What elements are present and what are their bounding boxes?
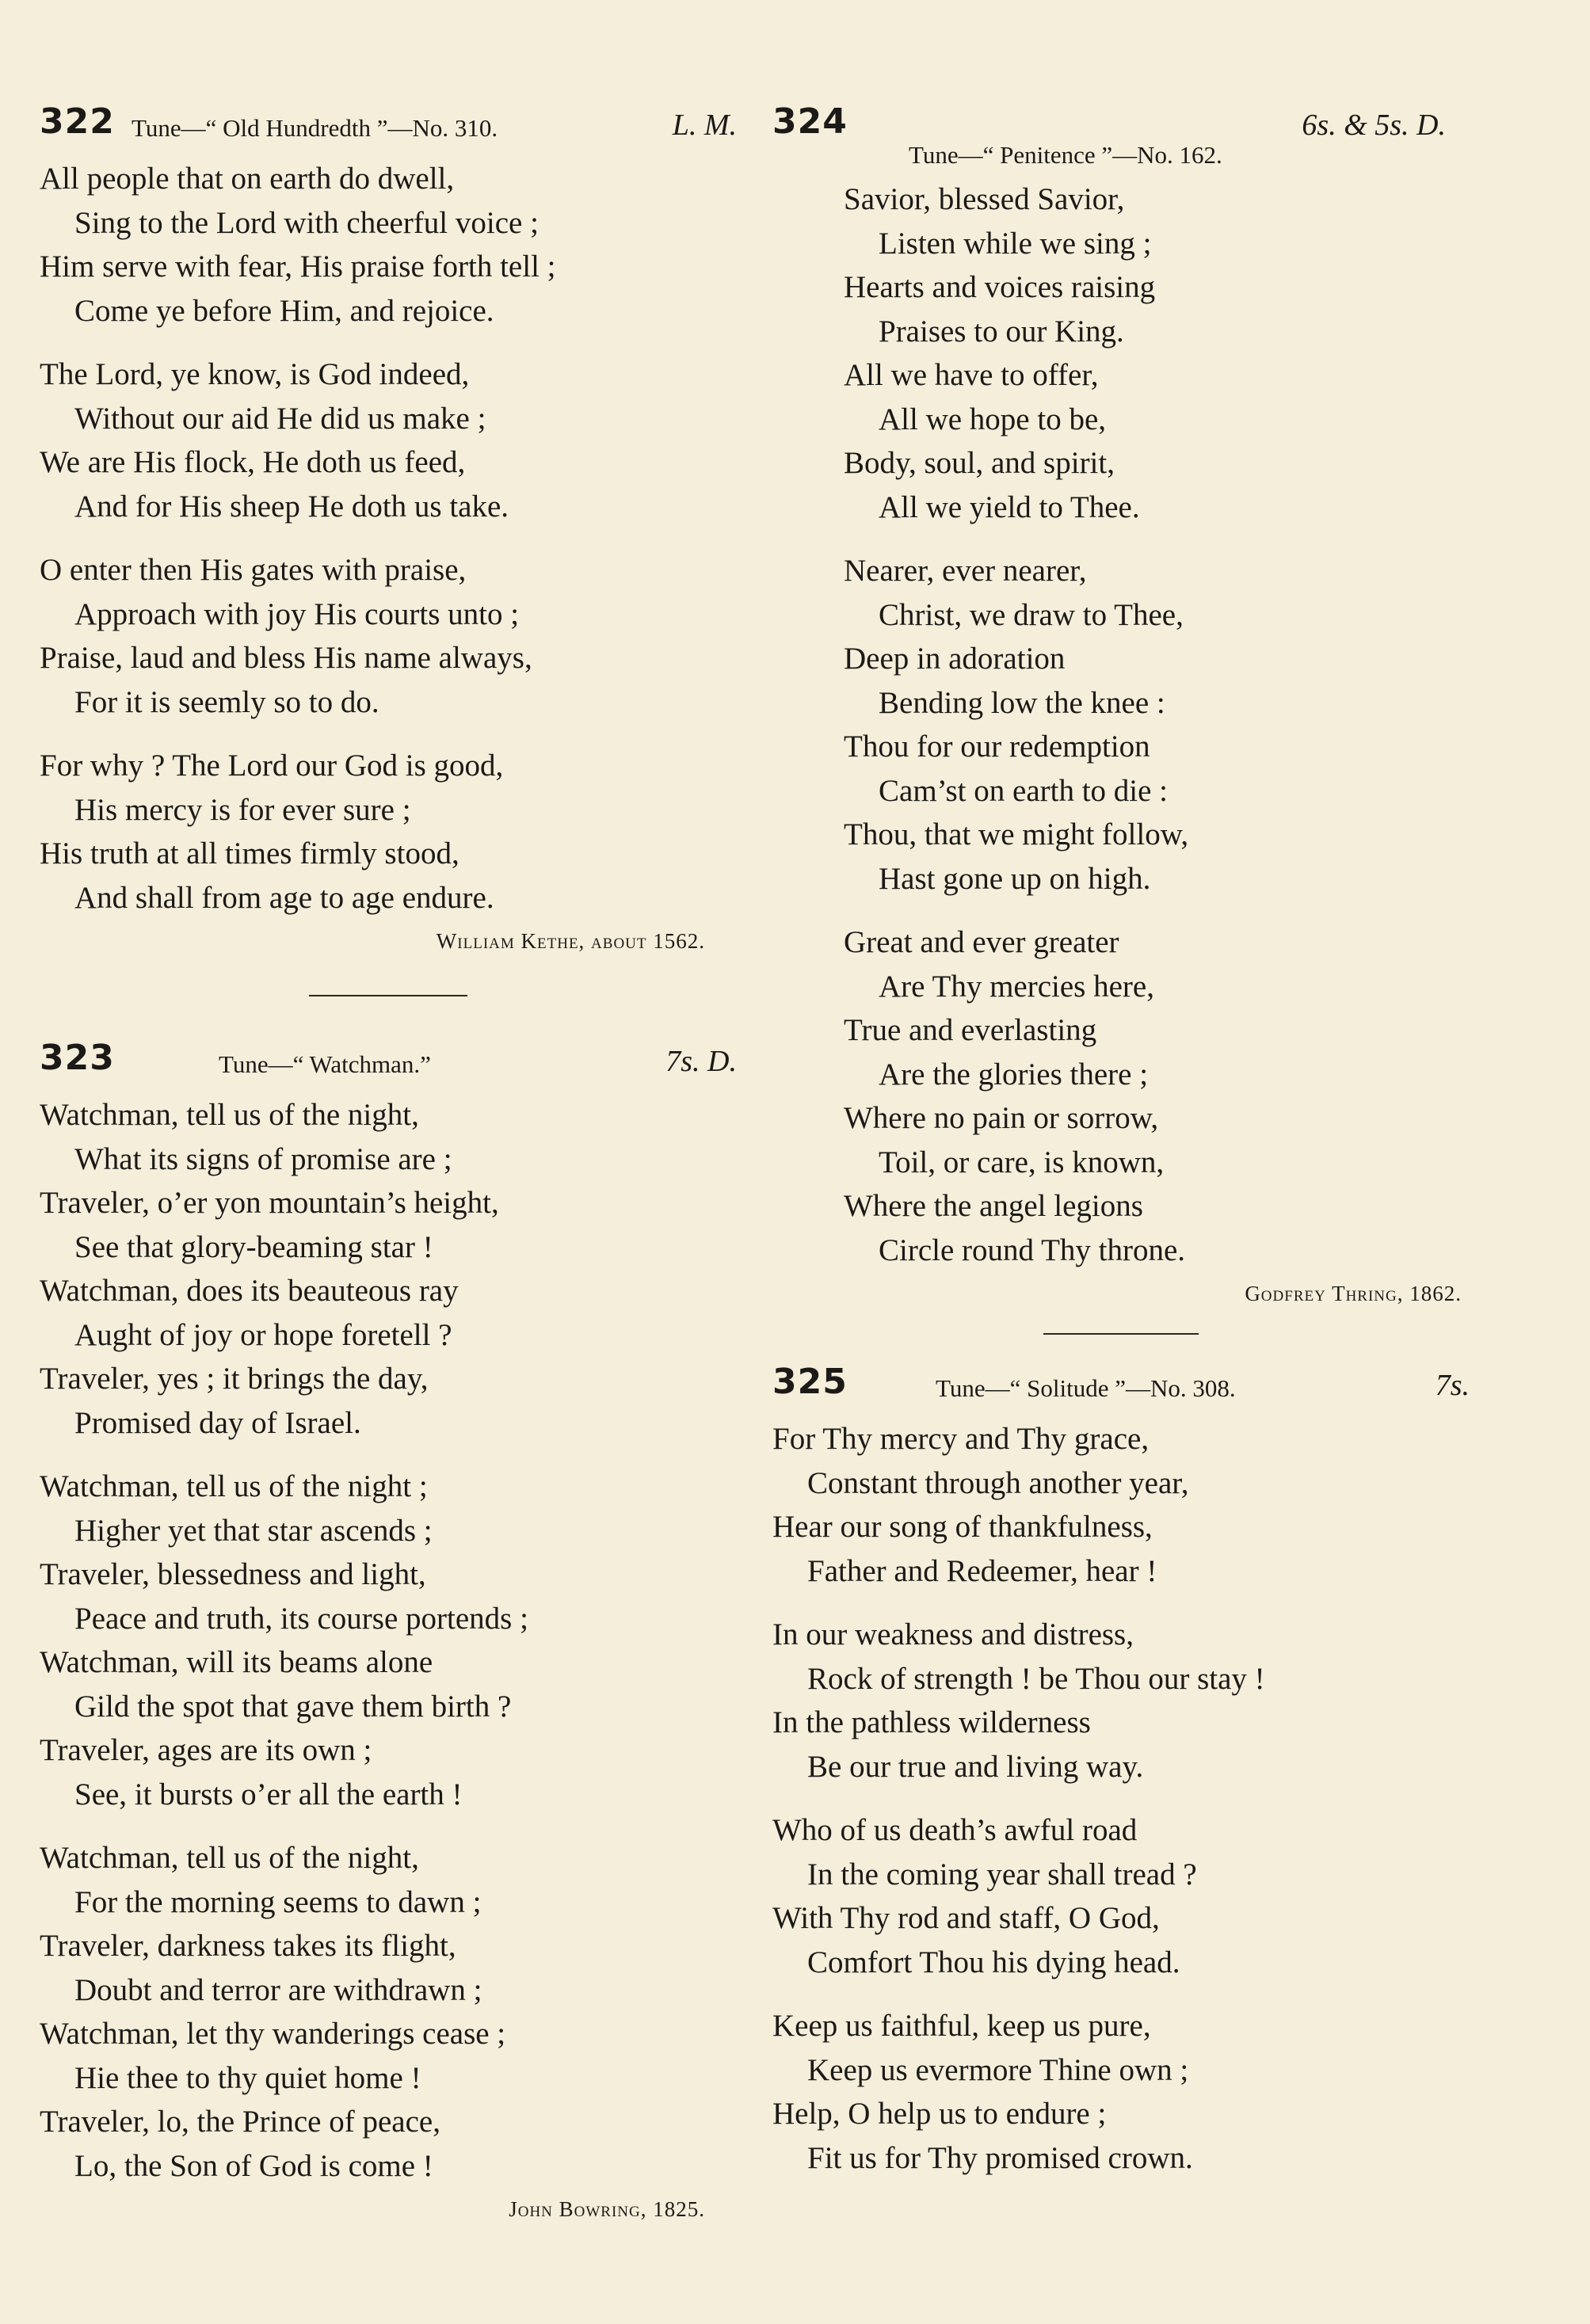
verse-line: Bending low the knee :	[879, 685, 1165, 720]
tune-label: Tune—“ Old Hundredth ”—No. 310.	[132, 114, 498, 142]
verse-line: Doubt and terror are withdrawn ;	[74, 1972, 482, 2007]
verse-line: Rock of strength ! be Thou our stay !	[807, 1661, 1265, 1696]
hymn-header	[40, 101, 737, 157]
verse-line: Be our true and living way.	[807, 1749, 1144, 1784]
author-credit: Godfrey Thring, 1862.	[1245, 1282, 1462, 1305]
meter-label: 6s. & 5s. D.	[1302, 109, 1446, 142]
verse-line: All we have to offer,	[844, 358, 1099, 392]
tune-label: Tune—“ Solitude ”—No. 308.	[936, 1374, 1236, 1402]
verse-line: In our weakness and distress,	[772, 1617, 1134, 1652]
verse-line: Are the glories there ;	[879, 1057, 1149, 1092]
author-credit: John Bowring, 1825.	[509, 2197, 705, 2221]
verse-line: In the coming year shall tread ?	[807, 1857, 1197, 1892]
verse-line: His mercy is for ever sure ;	[74, 792, 411, 827]
verse-line: Cam’st on earth to die :	[879, 773, 1169, 808]
stanza	[772, 1417, 1470, 1593]
verse-line: For Thy mercy and Thy grace,	[772, 1422, 1150, 1456]
verse-line: Thou, that we might follow,	[844, 817, 1189, 851]
verse-line: Hast gone up on high.	[879, 861, 1151, 896]
verse-line: For the morning seems to dawn ;	[74, 1884, 482, 1919]
verse-line: Listen while we sing ;	[879, 226, 1152, 261]
verse-line: Where the angel legions	[844, 1189, 1143, 1223]
verse-line: Watchman, tell us of the night ;	[40, 1469, 428, 1503]
verse-line: Hear our song of thankfulness,	[772, 1510, 1153, 1544]
verse-line: Lo, the Son of God is come !	[74, 2148, 433, 2183]
left-column	[40, 101, 737, 2225]
hymn-number: 323	[40, 1038, 115, 1078]
verse-line: For it is seemly so to do.	[74, 684, 379, 719]
verse-line: Where no pain or sorrow,	[844, 1101, 1159, 1135]
stanza	[772, 549, 1470, 901]
verse-line: Body, soul, and spirit,	[844, 446, 1115, 480]
verse-line: And for His sheep He doth us take.	[74, 489, 509, 524]
verse-line: Praise, laud and bless His name always,	[40, 641, 532, 675]
stanza	[40, 352, 737, 528]
verse-line: All people that on earth do dwell,	[40, 162, 455, 196]
stanza	[40, 157, 737, 333]
verse-line: Sing to the Lord with cheerful voice ;	[74, 205, 539, 240]
stanza	[772, 1613, 1470, 1789]
verse-line: Who of us death’s awful road	[772, 1813, 1138, 1847]
meter-label: L. M.	[672, 109, 737, 142]
verse-line: The Lord, ye know, is God indeed,	[40, 357, 470, 391]
hymn-322	[40, 101, 737, 957]
stanza	[40, 744, 737, 920]
tune-label: Tune—“ Penitence ”—No. 162.	[909, 141, 1222, 169]
verse-line: Hie thee to thy quiet home !	[74, 2060, 421, 2095]
verse-line: Constant through another year,	[807, 1465, 1189, 1500]
verse-line: Aught of joy or hope foretell ?	[74, 1317, 452, 1352]
verse-line: Traveler, lo, the Prince of peace,	[40, 2105, 440, 2139]
verse-line: Thou for our redemption	[844, 730, 1150, 764]
verse-line: Keep us evermore Thine own ;	[807, 2052, 1189, 2087]
verse-line: Deep in adoration	[844, 642, 1066, 676]
section-divider	[309, 995, 467, 996]
hymn-325	[772, 1362, 1470, 2180]
verse-line: Traveler, darkness takes its flight,	[40, 1929, 456, 1963]
verse-line: Savior, blessed Savior,	[844, 182, 1125, 216]
verse-line: Watchman, tell us of the night,	[40, 1841, 419, 1875]
meter-label: 7s.	[1435, 1369, 1470, 1402]
verse-line: Great and ever greater	[844, 925, 1119, 959]
verse-line: Circle round Thy throne.	[879, 1232, 1186, 1267]
verse-line: Traveler, ages are its own ;	[40, 1733, 372, 1767]
verse-line: Watchman, does its beauteous ray	[40, 1274, 459, 1308]
verse-line: In the pathless wilderness	[772, 1705, 1091, 1739]
stanza	[772, 1808, 1470, 1984]
section-divider	[1043, 1333, 1199, 1335]
verse-line: Traveler, yes ; it brings the day,	[40, 1362, 429, 1396]
verse-line: O enter then His gates with praise,	[40, 553, 467, 587]
hymn-header	[40, 1038, 737, 1093]
verse-line: Help, O help us to endure ;	[772, 2097, 1107, 2131]
verse-line: Hearts and voices raising	[844, 270, 1156, 304]
verse-line: Watchman, will its beams alone	[40, 1645, 433, 1679]
verse-line: And shall from age to age endure.	[74, 880, 494, 915]
stanza	[772, 920, 1470, 1272]
verse-line: See, it bursts o’er all the earth !	[74, 1777, 463, 1812]
right-column	[772, 101, 1470, 2200]
verse-line: Nearer, ever nearer,	[844, 554, 1087, 588]
author-credit: William Kethe, about 1562.	[436, 929, 705, 953]
verse-line: Father and Redeemer, hear !	[807, 1553, 1157, 1588]
verse-line: Him serve with fear, His praise forth tell ;	[40, 250, 556, 284]
hymn-number: 322	[40, 101, 115, 142]
meter-label: 7s. D.	[665, 1045, 737, 1078]
stanza	[40, 548, 737, 724]
verse-line: All we yield to Thee.	[879, 490, 1140, 524]
stanza	[40, 1093, 737, 1445]
verse-line: His truth at all times firmly stood,	[40, 836, 459, 871]
verse-line: See that glory-beaming star !	[74, 1229, 433, 1264]
hymn-number: 324	[772, 101, 848, 142]
tune-label: Tune—“ Watchman.”	[219, 1050, 431, 1078]
stanza	[772, 177, 1470, 529]
verse-line: Traveler, blessedness and light,	[40, 1557, 426, 1591]
verse-line: Peace and truth, its course portends ;	[74, 1601, 528, 1636]
verse-line: Are Thy mercies here,	[879, 969, 1154, 1004]
verse-line: Promised day of Israel.	[74, 1405, 361, 1440]
hymn-number: 325	[772, 1362, 848, 1402]
verse-line: Praises to our King.	[879, 314, 1124, 349]
stanza	[40, 1836, 737, 2188]
verse-line: Gild the spot that gave them birth ?	[74, 1689, 512, 1724]
hymn-header	[772, 101, 1470, 177]
verse-line: Without our aid He did us make ;	[74, 401, 486, 436]
hymn-324	[772, 101, 1470, 1309]
verse-line: Toil, or care, is known,	[879, 1145, 1165, 1179]
verse-line: Approach with joy His courts unto ;	[74, 596, 520, 631]
verse-line: We are His flock, He doth us feed,	[40, 445, 466, 479]
hymn-323	[40, 1038, 737, 2225]
verse-line: With Thy rod and staff, O God,	[772, 1901, 1160, 1935]
verse-line: Traveler, o’er yon mountain’s height,	[40, 1186, 499, 1220]
verse-line: Fit us for Thy promised crown.	[807, 2140, 1193, 2175]
stanza	[40, 1465, 737, 1816]
verse-line: All we hope to be,	[879, 402, 1107, 436]
verse-line: Comfort Thou his dying head.	[807, 1945, 1180, 1979]
verse-line: Watchman, let thy wanderings cease ;	[40, 2017, 506, 2051]
verse-line: What its signs of promise are ;	[74, 1141, 452, 1176]
hymn-header	[772, 1362, 1470, 1417]
verse-line: Keep us faithful, keep us pure,	[772, 2009, 1151, 2043]
verse-line: For why ? The Lord our God is good,	[40, 749, 504, 783]
verse-line: True and everlasting	[844, 1013, 1097, 1047]
verse-line: Christ, we draw to Thee,	[879, 597, 1184, 632]
verse-line: Watchman, tell us of the night,	[40, 1098, 419, 1132]
verse-line: Come ye before Him, and rejoice.	[74, 293, 494, 328]
stanza	[772, 2004, 1470, 2180]
verse-line: Higher yet that star ascends ;	[74, 1513, 433, 1548]
